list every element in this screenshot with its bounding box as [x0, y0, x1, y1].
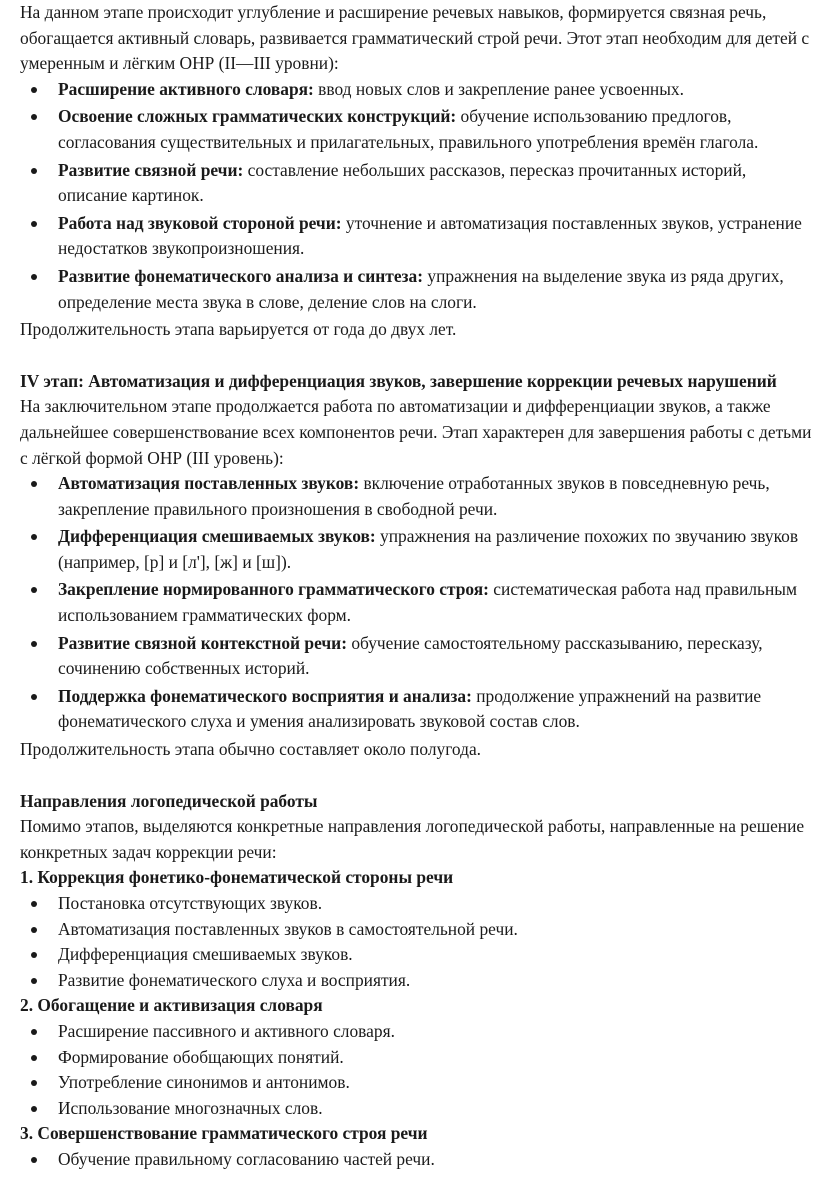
spacer	[20, 763, 812, 789]
group-title: 3. Совершенствование грамматического строя речи	[20, 1123, 428, 1144]
item-title: Поддержка фонематического восприятия и анализа:	[58, 685, 472, 706]
list-item	[20, 211, 812, 262]
list-item: Развитие фонематического слуха и восприятия.	[20, 968, 812, 994]
item-text: упражнения на выделение звука из ряда других, определение места звука в слове, деление слов на слоги.	[58, 265, 784, 312]
list-item: Расширение пассивного и активного словаря.	[20, 1019, 812, 1045]
item-title: Работа над звуковой стороной речи:	[58, 212, 342, 233]
list-item	[20, 684, 812, 735]
group-title: 1. Коррекция фонетико-фонематической стороны речи	[20, 867, 454, 888]
list-item: Автоматизация поставленных звуков в самостоятельной речи.	[20, 917, 812, 943]
item-text: ввод новых слов и закрепление ранее усвоенных.	[313, 78, 684, 99]
list-item	[20, 631, 812, 682]
item-title: Освоение сложных грамматических конструкций:	[58, 106, 457, 127]
item-title: Дифференциация смешиваемых звуков:	[58, 526, 376, 547]
list-item	[20, 471, 812, 522]
stage3-intro: На данном этапе происходит углубление и расширение речевых навыков, формируется связная речь, обогащается активный словарь, развивается грамматический строй речи. Этот этап необходим для детей с умеренным и лёгким ОНР (II—III уровни):	[20, 2, 810, 74]
item-title: Автоматизация поставленных звуков:	[58, 473, 360, 494]
list-item: Использование многозначных слов.	[20, 1096, 812, 1122]
item-title: Развитие связной контекстной речи:	[58, 632, 347, 653]
directions-intro: Помимо этапов, выделяются конкретные направления логопедической работы, направленные на решение конкретных задач коррекции речи:	[20, 816, 805, 862]
item-text: включение отработанных звуков в повседневную речь, закрепление правильного произношения в свободной речи.	[58, 473, 770, 519]
item-title: Развитие связной речи:	[58, 159, 244, 180]
directions-heading: Направления логопедической работы	[20, 790, 318, 811]
list-item	[20, 524, 812, 575]
list-item: Обучение правильному согласованию частей речи.	[20, 1147, 812, 1173]
item-text: составление небольших рассказов, пересказ прочитанных историй, описание картинок.	[58, 159, 747, 206]
group-list	[20, 1019, 812, 1121]
stage3-duration: Продолжительность этапа варьируется от года до двух лет.	[20, 319, 457, 340]
item-title: Закрепление нормированного грамматического строя:	[58, 579, 489, 600]
group-list	[20, 891, 812, 993]
item-title: Развитие фонематического анализа и синтеза:	[58, 265, 424, 286]
list-item: Постановка отсутствующих звуков.	[20, 891, 812, 917]
list-item	[20, 577, 812, 628]
item-text: уточнение и автоматизация поставленных звуков, устранение недостатков звукопроизношения.	[58, 212, 802, 259]
group-list	[20, 1147, 812, 1173]
stage4-heading: IV этап: Автоматизация и дифференциация звуков, завершение коррекции речевых нарушений	[20, 370, 777, 391]
stage4-intro: На заключительном этапе продолжается работа по автоматизации и дифференциации звуков, а также дальнейшее совершенствование всех компонентов речи. Этап характерен для завершения работы с детьми с лёгкой формой ОНР (III уровень):	[20, 396, 812, 468]
list-item	[20, 264, 812, 315]
list-item: Употребление синонимов и антонимов.	[20, 1070, 812, 1096]
list-item	[20, 104, 812, 155]
list-item: Формирование обобщающих понятий.	[20, 1045, 812, 1071]
document-page	[20, 0, 812, 1173]
item-text: упражнения на различение похожих по звучанию звуков (например, [р] и [л'], [ж] и [ш]).	[58, 526, 799, 572]
group-title: 2. Обогащение и активизация словаря	[20, 995, 323, 1016]
list-item	[20, 77, 812, 103]
list-item	[20, 158, 812, 209]
item-text: обучение самостоятельному рассказыванию, пересказу, сочинению собственных историй.	[58, 632, 763, 679]
item-text: систематическая работа над правильным использованием грамматических форм.	[58, 579, 797, 626]
stage4-duration: Продолжительность этапа обычно составляет около полугода.	[20, 739, 482, 760]
stage3-list	[20, 77, 812, 315]
item-text: продолжение упражнений на развитие фонематического слуха и умения анализировать звуковой состав слов.	[58, 685, 762, 732]
stage4-list	[20, 471, 812, 735]
item-text: обучение использованию предлогов, согласования существительных и прилагательных, правильного употребления времён глагола.	[58, 106, 759, 152]
item-title: Расширение активного словаря:	[58, 78, 314, 99]
list-item: Дифференциация смешиваемых звуков.	[20, 942, 812, 968]
spacer	[20, 343, 812, 369]
